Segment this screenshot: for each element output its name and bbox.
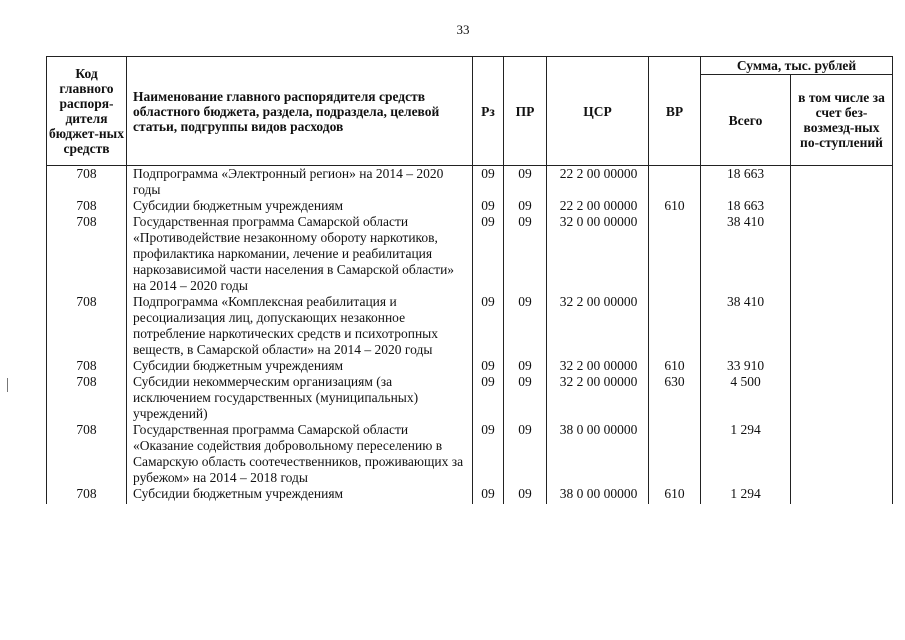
row-pr: 09 [504,214,547,294]
row-pr: 09 [504,358,547,374]
row-total: 33 910 [701,358,791,374]
budget-table [46,56,893,504]
row-total: 1 294 [701,422,791,486]
row-vr: 610 [649,486,701,504]
row-total: 38 410 [701,214,791,294]
header-code: Код главного распоря-дителя бюджет-ных средств [47,57,127,166]
row-csr: 22 2 00 00000 [547,166,649,199]
page-number: 33 [456,22,470,37]
row-vr: 610 [649,358,701,374]
table-row [47,374,893,422]
header-name: Наименование главного распорядителя средств областного бюджета, раздела, подраздела, целевой статьи, подгруппы видов расходов [127,57,473,166]
table-row [47,358,893,374]
table-header [47,57,893,166]
table-row [47,294,893,358]
row-pr: 09 [504,374,547,422]
row-rz: 09 [473,166,504,199]
table-body [47,166,893,505]
row-rz: 09 [473,198,504,214]
row-pr: 09 [504,198,547,214]
row-name: Субсидии бюджетным учреждениям [127,198,473,214]
row-name: Государственная программа Самарской области «Противодействие незаконному обороту наркотиков, профилактика наркомании, лечение и реабилитация наркозависимой части населения в Самарской области» на 2014 – 2020 годы [127,214,473,294]
row-csr: 32 2 00 00000 [547,358,649,374]
header-sum: Сумма, тыс. рублей [701,57,893,75]
row-pr: 09 [504,294,547,358]
row-code: 708 [47,166,127,199]
row-code: 708 [47,294,127,358]
row-vr: 610 [649,198,701,214]
row-vr [649,422,701,486]
row-name: Субсидии бюджетным учреждениям [127,358,473,374]
row-gratuitous [791,294,893,358]
row-rz: 09 [473,214,504,294]
row-csr: 32 2 00 00000 [547,294,649,358]
row-total: 4 500 [701,374,791,422]
row-csr: 38 0 00 00000 [547,486,649,504]
row-code: 708 [47,422,127,486]
table-row [47,166,893,199]
row-code: 708 [47,358,127,374]
row-gratuitous [791,166,893,199]
row-gratuitous [791,374,893,422]
row-vr [649,294,701,358]
row-code: 708 [47,374,127,422]
row-code: 708 [47,486,127,504]
header-csr: ЦСР [547,57,649,166]
row-name: Подпрограмма «Комплексная реабилитация и ресоциализация лиц, допускающих незаконное потребление наркотических средств и психотропных веществ, в Самарской области» на 2014 – 2020 годы [127,294,473,358]
row-vr: 630 [649,374,701,422]
table-row [47,214,893,294]
row-csr: 38 0 00 00000 [547,422,649,486]
row-vr [649,214,701,294]
row-pr: 09 [504,422,547,486]
row-gratuitous [791,422,893,486]
header-vr: ВР [649,57,701,166]
header-rz: Рз [473,57,504,166]
row-total: 18 663 [701,198,791,214]
row-rz: 09 [473,486,504,504]
row-csr: 22 2 00 00000 [547,198,649,214]
row-name: Подпрограмма «Электронный регион» на 2014 – 2020 годы [127,166,473,199]
table-row [47,486,893,504]
row-rz: 09 [473,358,504,374]
row-total: 38 410 [701,294,791,358]
row-csr: 32 0 00 00000 [547,214,649,294]
row-code: 708 [47,198,127,214]
table-row [47,422,893,486]
row-vr [649,166,701,199]
row-name: Государственная программа Самарской области «Оказание содействия добровольному переселению в Самарскую область соотечественников, проживающих за рубежом» на 2014 – 2018 годы [127,422,473,486]
row-total: 1 294 [701,486,791,504]
row-gratuitous [791,214,893,294]
row-rz: 09 [473,294,504,358]
header-pr: ПР [504,57,547,166]
row-rz: 09 [473,374,504,422]
row-pr: 09 [504,486,547,504]
row-gratuitous [791,358,893,374]
row-name: Субсидии бюджетным учреждениям [127,486,473,504]
header-total: Всего [701,75,791,166]
row-name: Субсидии некоммерческим организациям (за исключением государственных (муниципальных) учреждений) [127,374,473,422]
row-csr: 32 2 00 00000 [547,374,649,422]
row-code: 708 [47,214,127,294]
row-rz: 09 [473,422,504,486]
row-pr: 09 [504,166,547,199]
row-gratuitous [791,486,893,504]
table-row [47,198,893,214]
row-gratuitous [791,198,893,214]
header-gratuitous: в том числе за счет без-возмезд-ных по-ступлений [791,75,893,166]
scan-mark [7,378,8,392]
row-total: 18 663 [701,166,791,199]
